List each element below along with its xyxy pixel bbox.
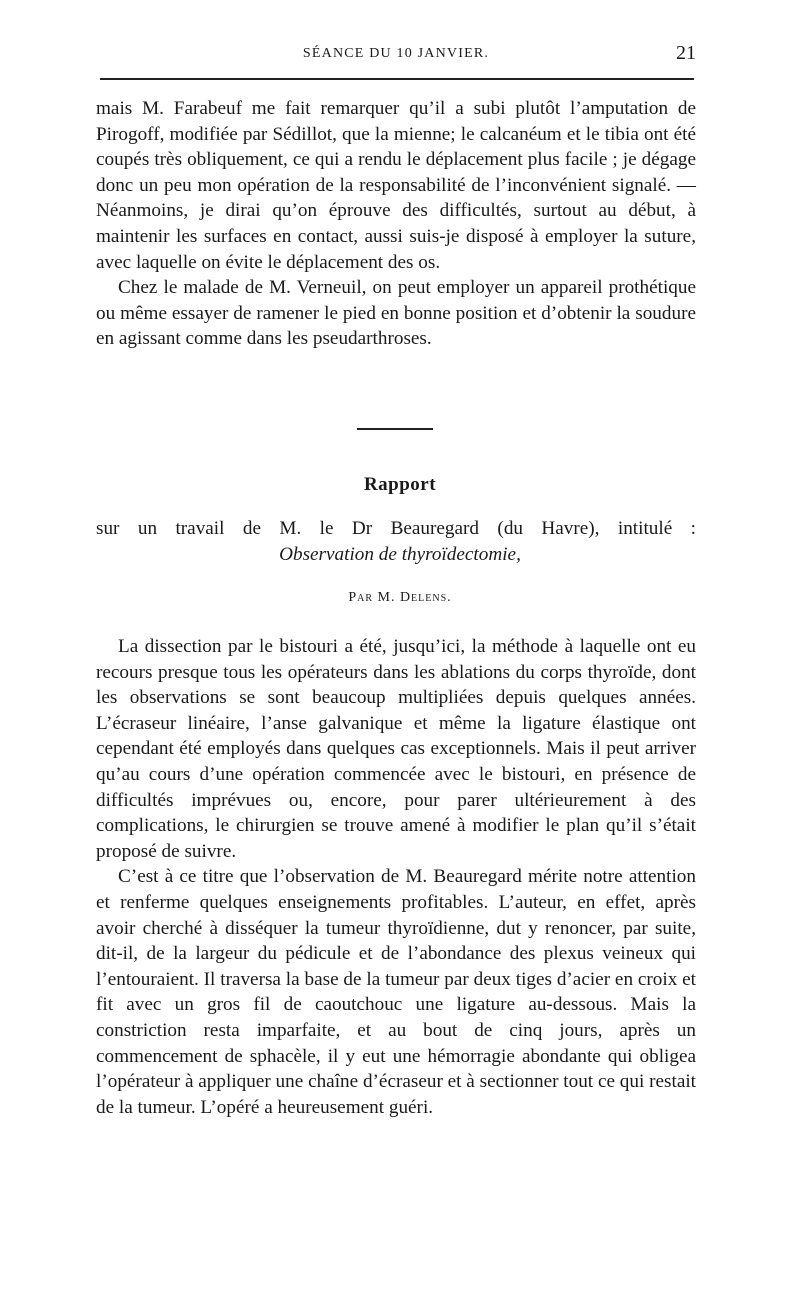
paragraph: mais M. Farabeuf me fait remarquer qu’il a subi plutôt l’amputation de Pirogoff, modifiée par Sédillot, que la mienne; le calcanéum et le tibia ont été coupés très obliquement, ce qui a rendu le déplacement plus facile ; je dégage donc un peu mon opération de la responsabilité de l’inconvénient signalé. — Néanmoins, je dirai qu’on éprouve des difficultés, surtout au début, à maintenir les surfaces en contact, aussi suis-je disposé à employer la suture, avec laquelle on évite le déplacement des os. <box>96 98 696 273</box>
section-separator <box>357 428 433 430</box>
report-heading: Rapport <box>363 474 437 495</box>
page-number: 21 <box>676 42 696 64</box>
report-subtitle: sur un travail de M. le Dr Beauregard (du Havre), intitulé : <box>96 518 696 539</box>
paragraph: La dissection par le bistouri a été, jusqu’ici, la méthode à laquelle ont eu recours presque tous les opérateurs dans les ablations du corps thyroïde, dont les observations se sont beaucoup multipliées depuis quelques années. L’écraseur linéaire, l’anse galvanique et même la ligature élastique ont cependant été employés dans quelques cas exceptionnels. Mais il peut arriver qu’au cours d’une opération commencée avec le bistouri, en présence de difficultés imprévues ou, encore, pour parer ultérieurement à des complications, le chirurgien se trouve amené à modifier le plan qu’il s’était proposé de suivre. <box>96 636 696 862</box>
report-body <box>96 634 696 1120</box>
paragraph: C’est à ce titre que l’observation de M. Beauregard mérite notre attention et renferme quelques enseignements profitables. L’auteur, en effet, après avoir cherché à disséquer la tumeur thyroïdienne, dut y renoncer, par suite, dit-il, de la largeur du pédicule et de l’abondance des plexus veineux qui l’entouraient. Il traversa la base de la tumeur par deux tiges d’acier en croix et fit avec un gros fil de caoutchouc une ligature au-dessous. Mais la constriction resta imparfaite, et au bout de cinq jours, après un commencement de sphacèle, il y eut une hémorragie abondante qui obligea l’opérateur à appliquer une chaîne d’écraseur et à sectionner tout ce qui restait de la tumeur. L’opéré a heureusement guéri. <box>96 866 696 1118</box>
report-work-title: Observation de thyroïdectomie, <box>279 544 521 565</box>
paragraph: Chez le malade de M. Verneuil, on peut employer un appareil prothétique ou même essayer de ramener le pied en bonne position et d’obtenir la soudure en agissant comme dans les pseudarthroses. <box>96 277 696 350</box>
page-header <box>96 42 696 74</box>
running-title: SÉANCE DU 10 JANVIER. <box>302 46 490 61</box>
continued-discussion <box>96 96 696 352</box>
header-rule <box>100 78 694 80</box>
report-byline: Par M. Delens. <box>348 590 452 605</box>
